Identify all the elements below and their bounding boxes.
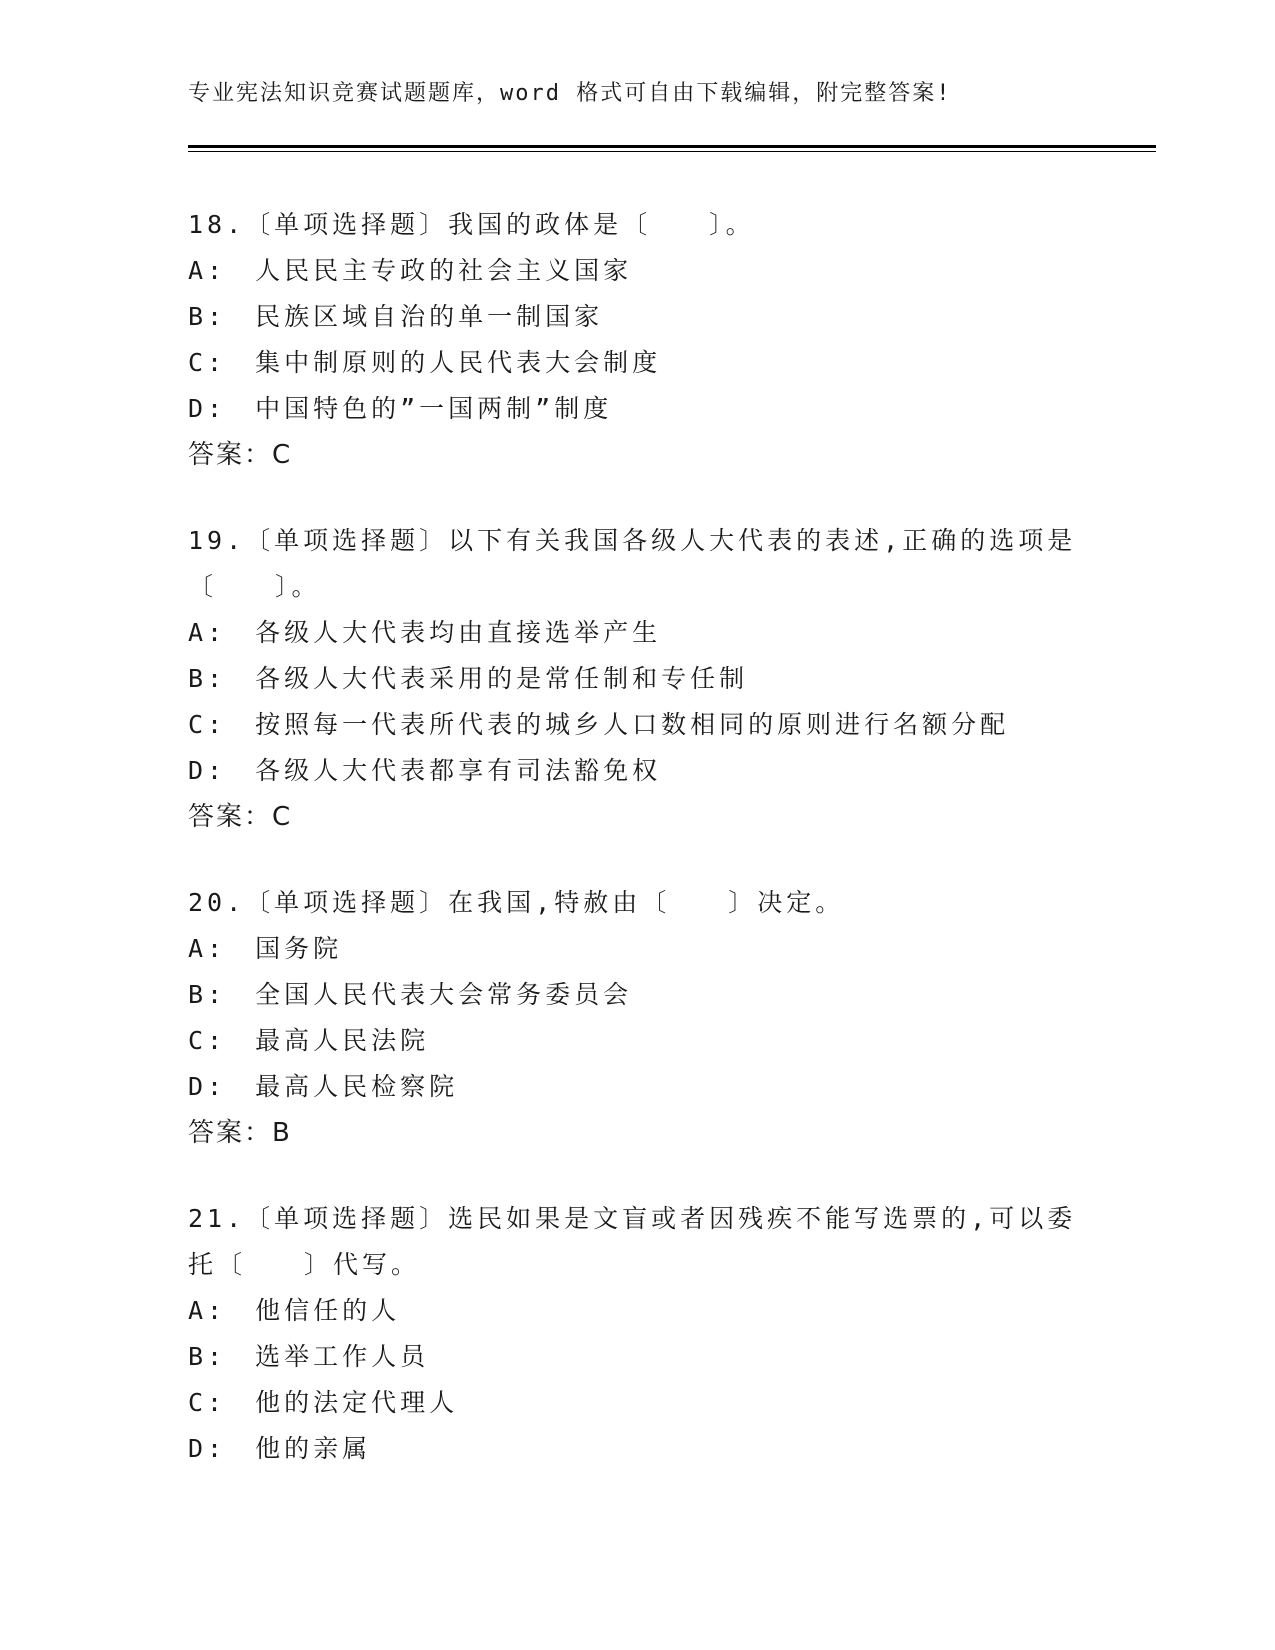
option-c: C: 集中制原则的人民代表大会制度 xyxy=(188,348,662,377)
question-list xyxy=(188,202,1088,1512)
question-stem-continued: 〔 〕。 xyxy=(188,572,321,601)
question-19 xyxy=(188,518,1088,840)
option-d: D: 他的亲属 xyxy=(188,1434,372,1463)
question-21 xyxy=(188,1196,1088,1472)
header-divider-thin xyxy=(188,151,1156,152)
question-20 xyxy=(188,880,1088,1156)
question-stem: 19.〔单项选择题〕以下有关我国各级人大代表的表述,正确的选项是 xyxy=(188,526,1077,555)
question-stem: 18.〔单项选择题〕我国的政体是〔 〕。 xyxy=(188,210,755,239)
question-18 xyxy=(188,202,1088,478)
option-b: B: 全国人民代表大会常务委员会 xyxy=(188,980,633,1009)
answer-line: 答案：C xyxy=(188,802,293,832)
option-c: C: 他的法定代理人 xyxy=(188,1388,459,1417)
answer-line: 答案：C xyxy=(188,440,293,470)
option-a: A: 国务院 xyxy=(188,934,343,963)
page-header: 专业宪法知识竞赛试题题库，word 格式可自由下载编辑，附完整答案! xyxy=(188,81,952,106)
option-a: A: 人民民主专政的社会主义国家 xyxy=(188,256,633,285)
option-b: B: 选举工作人员 xyxy=(188,1342,430,1371)
option-d: D: 最高人民检察院 xyxy=(188,1072,459,1101)
option-a: A: 各级人大代表均由直接选举产生 xyxy=(188,618,662,647)
question-stem-continued: 托〔 〕代写。 xyxy=(188,1250,421,1279)
option-d: D: 各级人大代表都享有司法豁免权 xyxy=(188,756,662,785)
question-stem: 21.〔单项选择题〕选民如果是文盲或者因残疾不能写选票的,可以委 xyxy=(188,1204,1077,1233)
question-stem: 20.〔单项选择题〕在我国,特赦由〔 〕决定。 xyxy=(188,888,845,917)
option-c: C: 最高人民法院 xyxy=(188,1026,430,1055)
option-a: A: 他信任的人 xyxy=(188,1296,401,1325)
option-d: D: 中国特色的”一国两制”制度 xyxy=(188,394,613,423)
answer-line: 答案：B xyxy=(188,1118,292,1148)
option-c: C: 按照每一代表所代表的城乡人口数相同的原则进行名额分配 xyxy=(188,710,1010,739)
header-divider xyxy=(188,145,1156,148)
option-b: B: 民族区域自治的单一制国家 xyxy=(188,302,604,331)
option-b: B: 各级人大代表采用的是常任制和专任制 xyxy=(188,664,749,693)
